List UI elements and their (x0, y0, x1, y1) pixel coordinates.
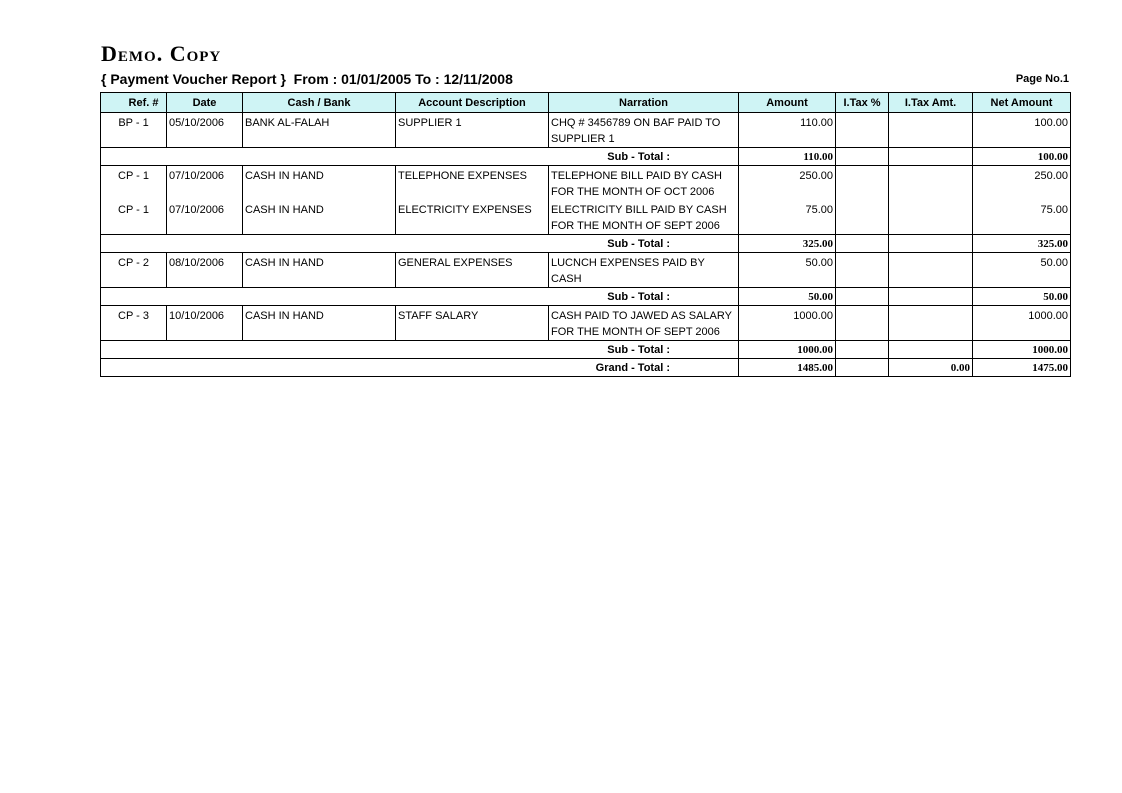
cell-ref: CP - 2 (101, 253, 167, 288)
company-name: Demo. Copy (101, 41, 222, 66)
cell-narration: CASH PAID TO JAWED AS SALARY FOR THE MONTH OF SEPT 2006 (549, 306, 739, 341)
cell-narration: ELECTRICITY BILL PAID BY CASH FOR THE MONTH OF SEPT 2006 (549, 200, 739, 235)
cell-amount: 250.00 (739, 166, 836, 201)
cell-narration: LUCNCH EXPENSES PAID BY CASH (549, 253, 739, 288)
column-header-narration: Narration (549, 93, 739, 113)
cell-net-amount: 250.00 (973, 166, 1071, 201)
subtotal-amount: 50.00 (739, 288, 836, 306)
grand-total-label: Grand - Total : (101, 359, 739, 377)
cell-itax-amount (889, 253, 973, 288)
table-row (101, 166, 1071, 201)
subtotal-amount: 1000.00 (739, 341, 836, 359)
cell-cash-bank: CASH IN HAND (243, 253, 396, 288)
cell-account: ELECTRICITY EXPENSES (396, 200, 549, 235)
column-header-amount: Amount (739, 93, 836, 113)
cell-itax-amount (889, 166, 973, 201)
column-header-date: Date (167, 93, 243, 113)
table-row (101, 200, 1071, 235)
table-header-row (101, 93, 1071, 113)
report-subtitle: { Payment Voucher Report } From : 01/01/2005 To : 12/11/2008 (101, 71, 513, 87)
subtotal-label: Sub - Total : (101, 288, 739, 306)
grand-total-row (101, 359, 1071, 377)
cell-itax-percent (836, 166, 889, 201)
cell-amount: 75.00 (739, 200, 836, 235)
subtotal-row (101, 235, 1071, 253)
cell-account: STAFF SALARY (396, 306, 549, 341)
cell-itax-percent (836, 113, 889, 148)
cell-itax-amount (889, 306, 973, 341)
cell-date: 07/10/2006 (167, 166, 243, 201)
cell-ref: CP - 3 (101, 306, 167, 341)
subtotal-itax-amount (889, 235, 973, 253)
cell-cash-bank: CASH IN HAND (243, 166, 396, 201)
subtotal-label: Sub - Total : (101, 341, 739, 359)
cell-itax-percent (836, 306, 889, 341)
column-header-ref: Ref. # (101, 93, 167, 113)
subtotal-itax-percent (836, 235, 889, 253)
subtotal-itax-amount (889, 148, 973, 166)
cell-ref: CP - 1 (101, 166, 167, 201)
cell-itax-amount (889, 113, 973, 148)
cell-itax-percent (836, 253, 889, 288)
column-header-itax-percent: I.Tax % (836, 93, 889, 113)
subtotal-net-amount: 100.00 (973, 148, 1071, 166)
subtotal-amount: 325.00 (739, 235, 836, 253)
subtotal-row (101, 341, 1071, 359)
subtotal-itax-amount (889, 288, 973, 306)
cell-net-amount: 75.00 (973, 200, 1071, 235)
subtotal-label: Sub - Total : (101, 148, 739, 166)
cell-account: SUPPLIER 1 (396, 113, 549, 148)
column-header-cash-bank: Cash / Bank (243, 93, 396, 113)
cell-net-amount: 100.00 (973, 113, 1071, 148)
cell-itax-amount (889, 200, 973, 235)
cell-account: GENERAL EXPENSES (396, 253, 549, 288)
subtotal-row (101, 148, 1071, 166)
cell-narration: CHQ # 3456789 ON BAF PAID TO SUPPLIER 1 (549, 113, 739, 148)
subtotal-net-amount: 1000.00 (973, 341, 1071, 359)
subtotal-net-amount: 50.00 (973, 288, 1071, 306)
column-header-itax-amount: I.Tax Amt. (889, 93, 973, 113)
subtotal-amount: 110.00 (739, 148, 836, 166)
subtotal-itax-amount (889, 341, 973, 359)
column-header-net-amount: Net Amount (973, 93, 1071, 113)
column-header-account-description: Account Description (396, 93, 549, 113)
cell-amount: 110.00 (739, 113, 836, 148)
grand-total-net-amount: 1475.00 (973, 359, 1071, 377)
subtotal-row (101, 288, 1071, 306)
table-row (101, 253, 1071, 288)
cell-date: 05/10/2006 (167, 113, 243, 148)
cell-account: TELEPHONE EXPENSES (396, 166, 549, 201)
cell-date: 10/10/2006 (167, 306, 243, 341)
cell-ref: BP - 1 (101, 113, 167, 148)
table-row (101, 113, 1071, 148)
cell-ref: CP - 1 (101, 200, 167, 235)
grand-total-amount: 1485.00 (739, 359, 836, 377)
grand-total-itax-percent (836, 359, 889, 377)
cell-cash-bank: CASH IN HAND (243, 306, 396, 341)
cell-cash-bank: BANK AL-FALAH (243, 113, 396, 148)
report-body (101, 113, 1071, 377)
subtotal-itax-percent (836, 341, 889, 359)
cell-amount: 50.00 (739, 253, 836, 288)
subtotal-net-amount: 325.00 (973, 235, 1071, 253)
page-number: Page No.1 (1015, 73, 1069, 85)
subtotal-itax-percent (836, 148, 889, 166)
cell-narration: TELEPHONE BILL PAID BY CASH FOR THE MONTH OF OCT 2006 (549, 166, 739, 201)
subtotal-label: Sub - Total : (101, 235, 739, 253)
cell-cash-bank: CASH IN HAND (243, 200, 396, 235)
cell-net-amount: 50.00 (973, 253, 1071, 288)
cell-amount: 1000.00 (739, 306, 836, 341)
cell-itax-percent (836, 200, 889, 235)
grand-total-itax-amount: 0.00 (889, 359, 973, 377)
table-row (101, 306, 1071, 341)
subtotal-itax-percent (836, 288, 889, 306)
cell-date: 07/10/2006 (167, 200, 243, 235)
cell-net-amount: 1000.00 (973, 306, 1071, 341)
payment-voucher-table (100, 92, 1071, 377)
cell-date: 08/10/2006 (167, 253, 243, 288)
